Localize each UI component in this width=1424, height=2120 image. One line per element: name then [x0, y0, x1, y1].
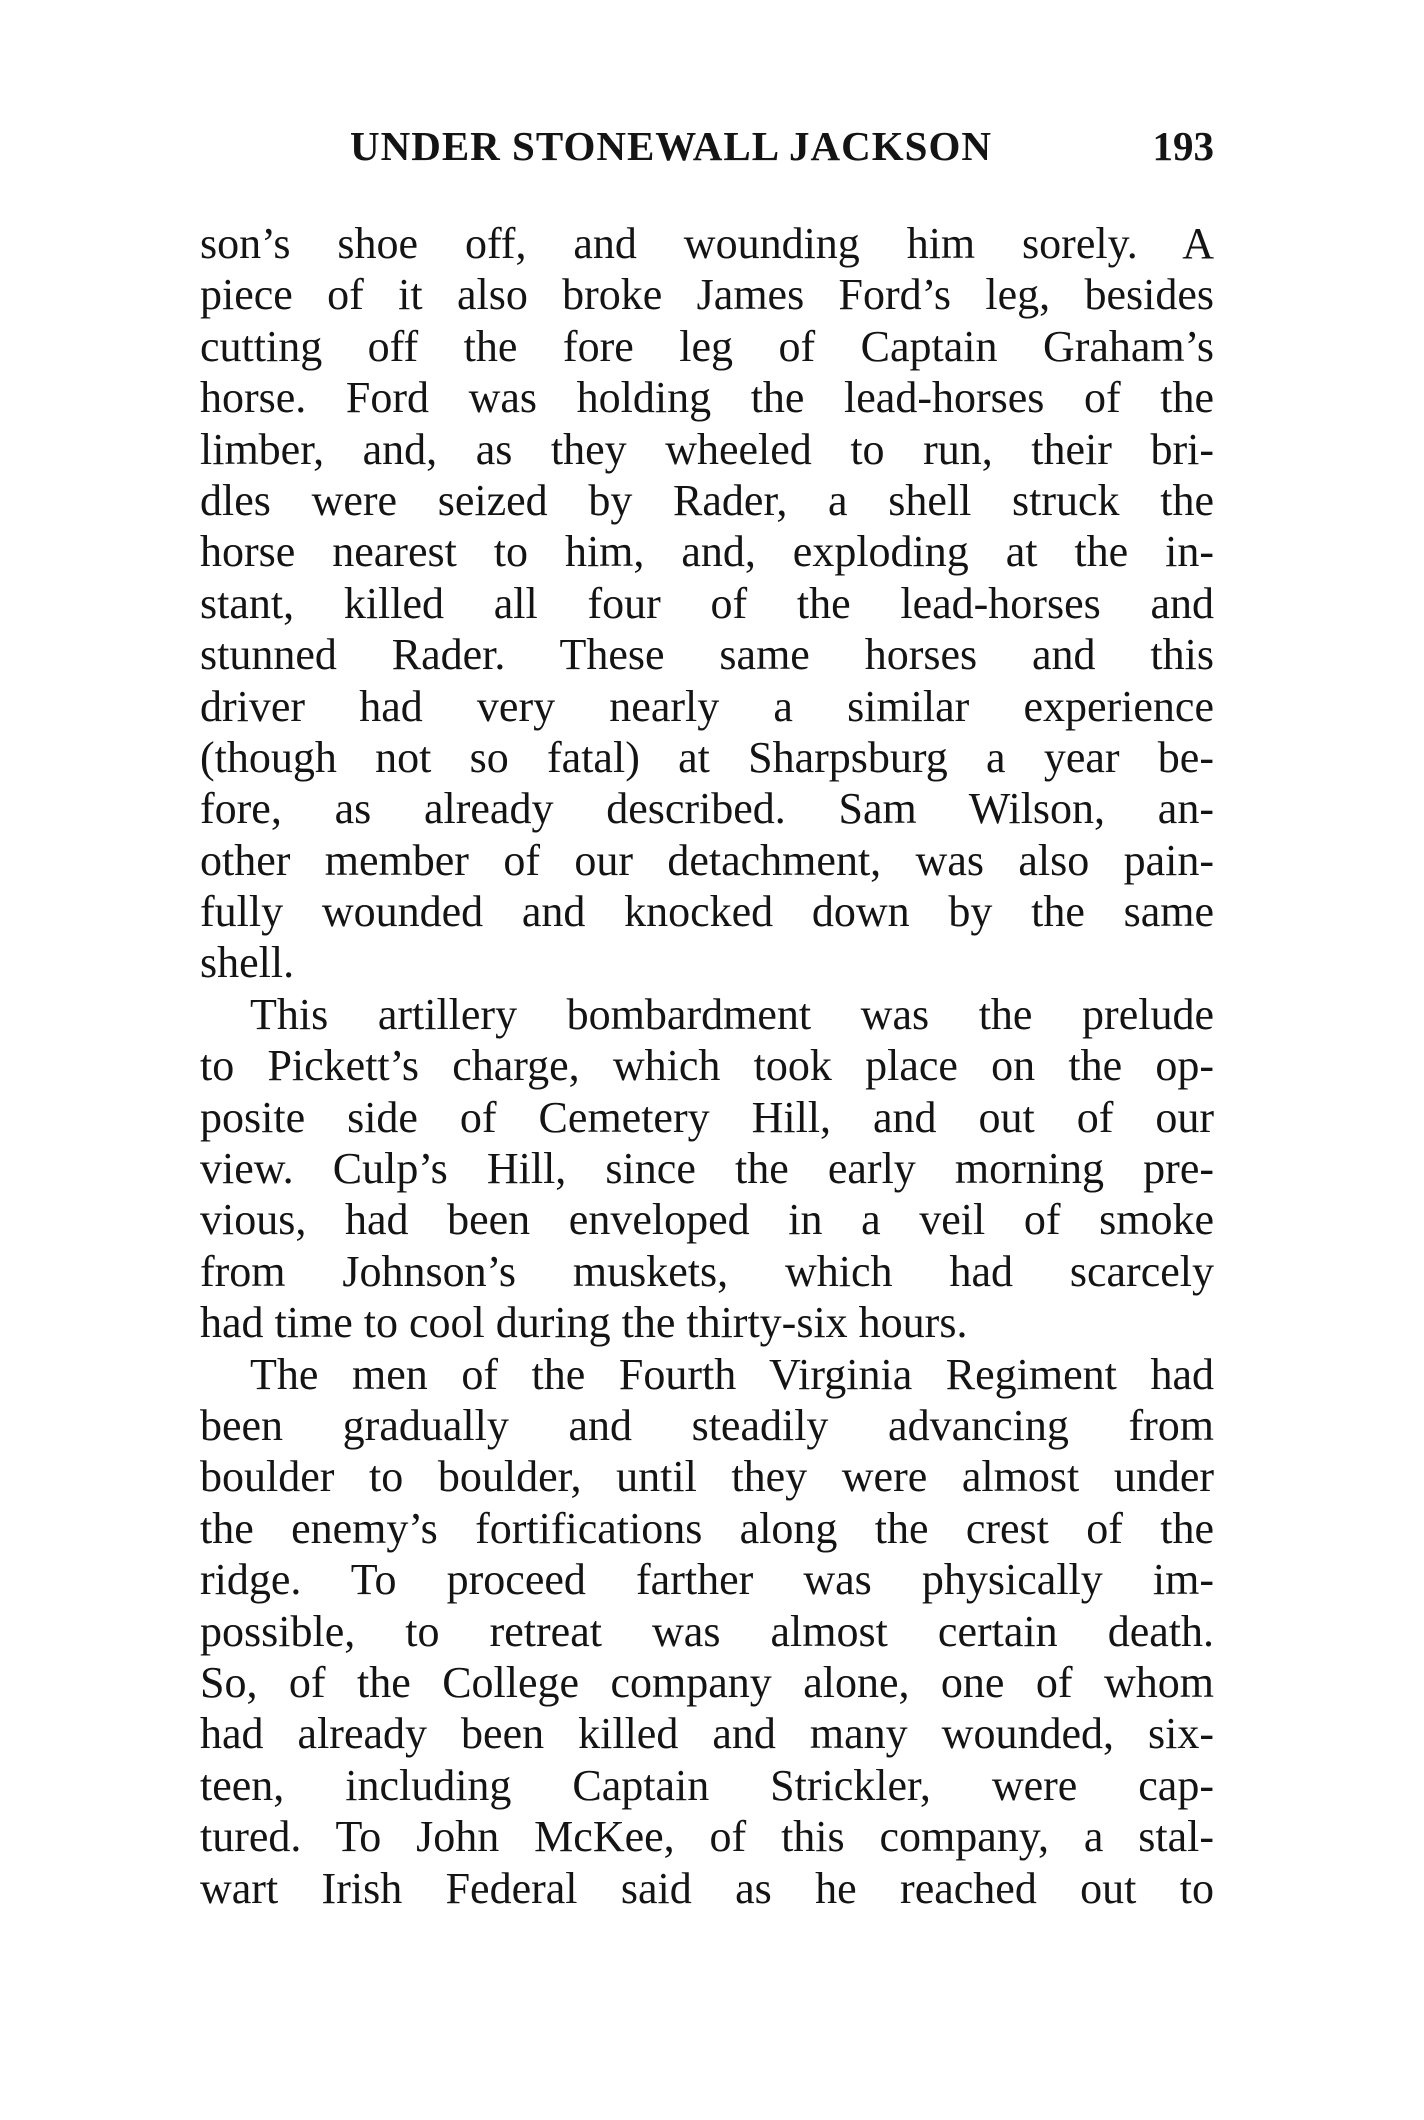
- text-line: tured. To John McKee, of this company, a stal-: [200, 1812, 1214, 1862]
- text-line: So, of the College company alone, one of whom: [200, 1657, 1214, 1707]
- text-line: The men of the Fourth Virginia Regiment had: [250, 1349, 1214, 1399]
- text-line: piece of it also broke James Ford’s leg, besides: [200, 270, 1214, 320]
- text-line: son’s shoe off, and wounding him sorely. A: [200, 219, 1214, 268]
- text-line: wart Irish Federal said as he reached out to: [200, 1863, 1214, 1913]
- body-text: [200, 218, 1214, 1914]
- text-line: shell.: [200, 938, 295, 988]
- text-line: been gradually and steadily advancing from: [200, 1400, 1214, 1450]
- text-line: other member of our detachment, was also pain-: [200, 835, 1214, 885]
- text-line: limber, and, as they wheeled to run, their bri-: [200, 424, 1214, 474]
- text-line: the enemy’s fortifications along the crest of the: [200, 1503, 1214, 1553]
- page-number: 193: [1152, 123, 1214, 169]
- text-line: cutting off the fore leg of Captain Graham’s: [200, 321, 1214, 371]
- text-line: to Pickett’s charge, which took place on the op-: [200, 1041, 1214, 1091]
- text-line: had time to cool during the thirty-six hours.: [200, 1298, 968, 1348]
- text-line: had already been killed and many wounded, six-: [200, 1709, 1214, 1759]
- text-line: stunned Rader. These same horses and this: [200, 630, 1214, 680]
- text-line: horse. Ford was holding the lead-horses of the: [200, 373, 1214, 423]
- text-line: driver had very nearly a similar experience: [200, 681, 1214, 731]
- text-line: This artillery bombardment was the prelude: [250, 989, 1214, 1039]
- text-line: stant, killed all four of the lead-horses and: [200, 578, 1214, 628]
- text-line: from Johnson’s muskets, which had scarcely: [200, 1246, 1214, 1296]
- text-line: view. Culp’s Hill, since the early morning pre-: [200, 1144, 1214, 1194]
- paragraph: [200, 989, 1214, 1349]
- text-line: fore, as already described. Sam Wilson, an-: [200, 784, 1214, 834]
- text-line: dles were seized by Rader, a shell struck the: [200, 475, 1214, 525]
- text-line: horse nearest to him, and, exploding at the in-: [200, 527, 1214, 577]
- running-head: [200, 122, 1214, 182]
- running-title: UNDER STONEWALL JACKSON: [350, 123, 992, 169]
- text-line: teen, including Captain Strickler, were cap-: [200, 1760, 1214, 1810]
- text-line: boulder to boulder, until they were almost under: [200, 1452, 1214, 1502]
- text-line: fully wounded and knocked down by the same: [200, 887, 1214, 937]
- text-line: posite side of Cemetery Hill, and out of our: [200, 1092, 1214, 1142]
- text-line: vious, had been enveloped in a veil of smoke: [200, 1195, 1214, 1245]
- text-line: ridge. To proceed farther was physically im-: [200, 1555, 1214, 1605]
- paragraph: [200, 218, 1214, 989]
- text-line: possible, to retreat was almost certain death.: [200, 1606, 1214, 1656]
- paragraph: [200, 1349, 1214, 1914]
- text-line: (though not so fatal) at Sharpsburg a year be-: [200, 732, 1214, 782]
